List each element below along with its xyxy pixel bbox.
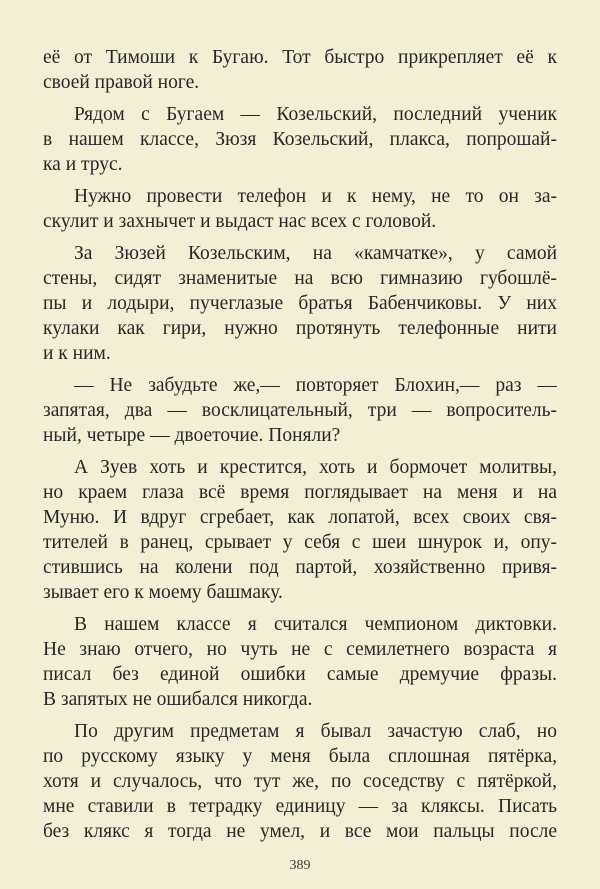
- text-line: хотя и случалось, что тут же, по соседству с пятёркой,: [43, 771, 557, 792]
- text-line: пы и лодыри, пучеглазые братья Бабенчиковы. У них: [43, 293, 557, 314]
- text-line: её от Тимоши к Бугаю. Тот быстро прикрепляет её к: [43, 47, 557, 68]
- text-line: запятая, два — восклицательный, три — вопроситель-: [43, 400, 557, 421]
- text-line: В нашем классе я считался чемпионом диктовки.: [74, 614, 557, 635]
- text-line: но краем глаза всё время поглядывает на меня и на: [43, 482, 557, 503]
- text-line: — Не забудьте же,— повторяет Блохин,— раз —: [74, 375, 557, 396]
- text-line: в нашем классе, Зюзя Козельский, плакса, попрошай-: [43, 129, 557, 150]
- text-line: ный, четыре — двоеточие. Поняли?: [43, 425, 341, 446]
- text-line: зывает его к моему башмаку.: [43, 582, 283, 603]
- text-line: А Зуев хоть и крестится, хоть и бормочет молитвы,: [74, 457, 557, 478]
- text-line: Нужно провести телефон и к нему, не то он за-: [74, 186, 557, 207]
- text-line: Рядом с Бугаем — Козельский, последний ученик: [74, 104, 557, 125]
- text-line: ка и трус.: [43, 154, 123, 175]
- text-line: своей правой ноге.: [43, 72, 200, 93]
- text-line: скулит и захнычет и выдаст нас всех с головой.: [43, 211, 437, 232]
- text-line: кулаки как гири, нужно протянуть телефонные нити: [43, 318, 557, 339]
- text-line: Муню. И вдруг сгребает, как лопатой, всех своих свя-: [43, 507, 557, 528]
- text-line: стившись на колени под партой, хозяйственно привя-: [43, 557, 557, 578]
- text-line: мне ставили в тетрадку единицу — за кляксы. Писать: [43, 796, 557, 817]
- text-line: по русскому языку у меня была сплошная пятёрка,: [43, 746, 557, 767]
- text-line: По другим предметам я бывал зачастую слаб, но: [74, 721, 557, 742]
- text-line: тителей в ранец, срывает у себя с шеи шнурок и, опу-: [43, 532, 557, 553]
- text-line: стены, сидят знаменитые на всю гимназию губошлё-: [43, 268, 557, 289]
- text-line: За Зюзей Козельским, на «камчатке», у самой: [74, 243, 557, 264]
- text-line: Не знаю отчего, но чуть не с семилетнего возраста я: [43, 639, 557, 660]
- text-line: В запятых не ошибался никогда.: [43, 689, 313, 710]
- text-line: без клякс я тогда не умел, и все мои пальцы после: [43, 821, 557, 842]
- text-line: писал без единой ошибки самые дремучие фразы.: [43, 664, 557, 685]
- page-number: 389: [289, 858, 311, 873]
- text-line: и к ним.: [43, 343, 111, 364]
